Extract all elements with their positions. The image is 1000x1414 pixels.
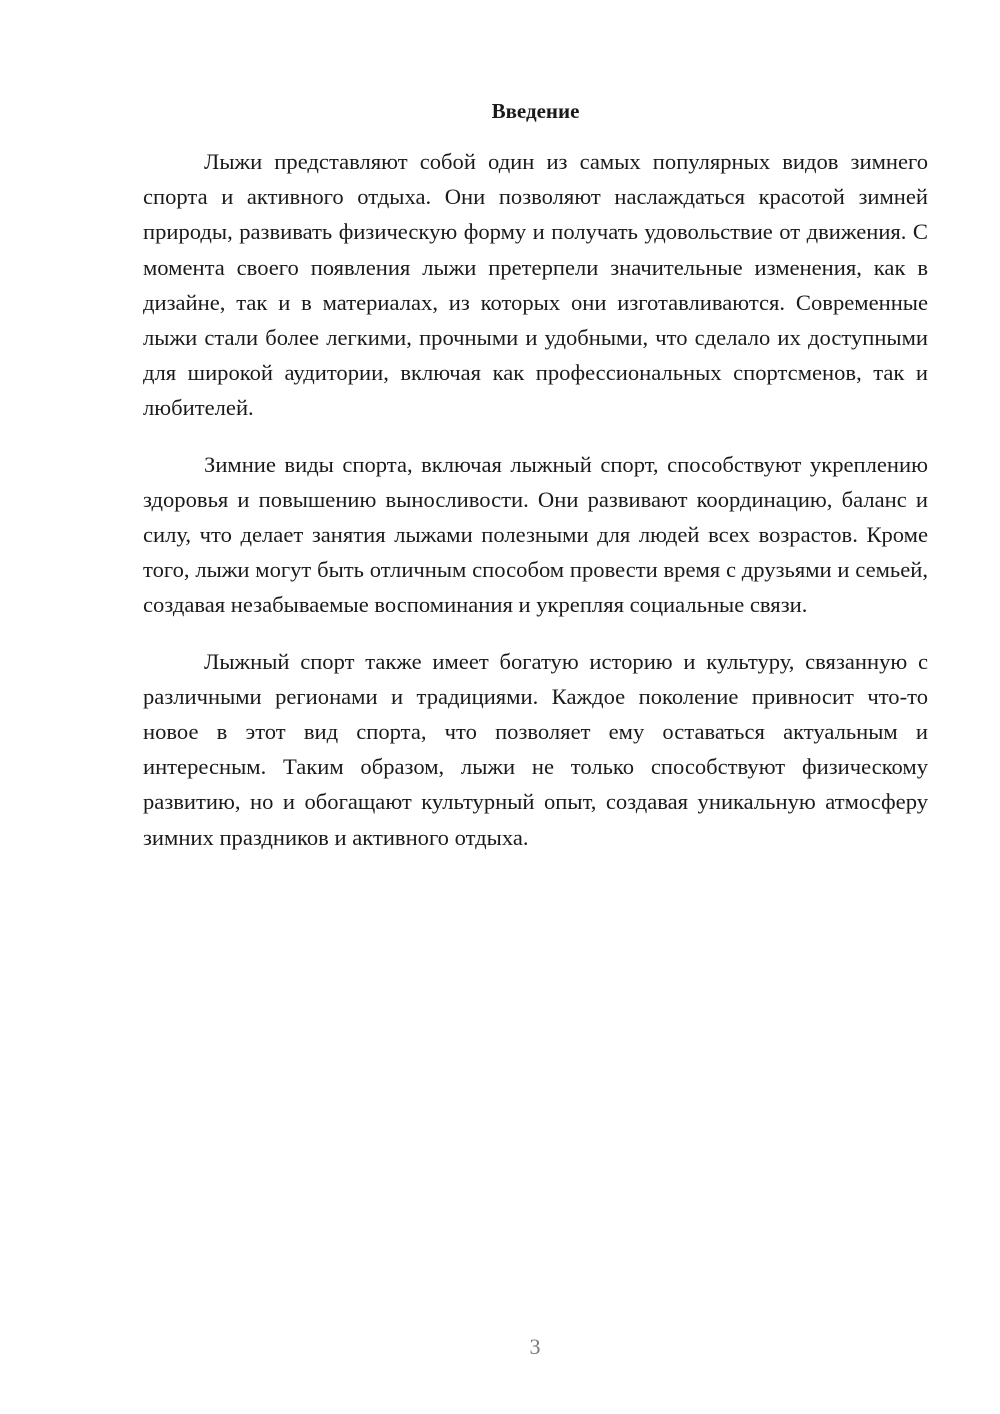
page-number: 3: [529, 1334, 541, 1359]
paragraph-1: Лыжи представляют собой один из самых популярных видов зимнего спорта и активного отдыха. Они позволяют наслаждаться красотой зимней природы, развивать физическую форму и получать удовольствие от движения. С момента своего появления лыжи претерпели значительные изменения, как в дизайне, так и в материалах, из которых они изготавливаются. Современные лыжи стали более легкими, прочными и удобными, что сделало их доступными для широкой аудитории, включая как профессиональных спортсменов, так и любителей.: [143, 149, 928, 421]
paragraph-2: Зимние виды спорта, включая лыжный спорт, способствуют укреплению здоровья и повышению выносливости. Они развивают координацию, баланс и силу, что делает занятия лыжами полезными для людей всех возрастов. Кроме того, лыжи могут быть отличным способом провести время с друзьями и семьей, создавая незабываемые воспоминания и укрепляя социальные связи.: [143, 451, 928, 618]
page-content: [143, 96, 928, 855]
paragraph-3: Лыжный спорт также имеет богатую историю и культуру, связанную с различными регионами и традициями. Каждое поколение привносит что-то новое в этот вид спорта, что позволяет ему оставаться актуальным и интересным. Таким образом, лыжи не только способствуют физическому развитию, но и обогащают культурный опыт, создавая уникальную атмосферу зимних праздников и активного отдыха.: [143, 648, 928, 850]
section-title: Введение: [491, 99, 580, 123]
